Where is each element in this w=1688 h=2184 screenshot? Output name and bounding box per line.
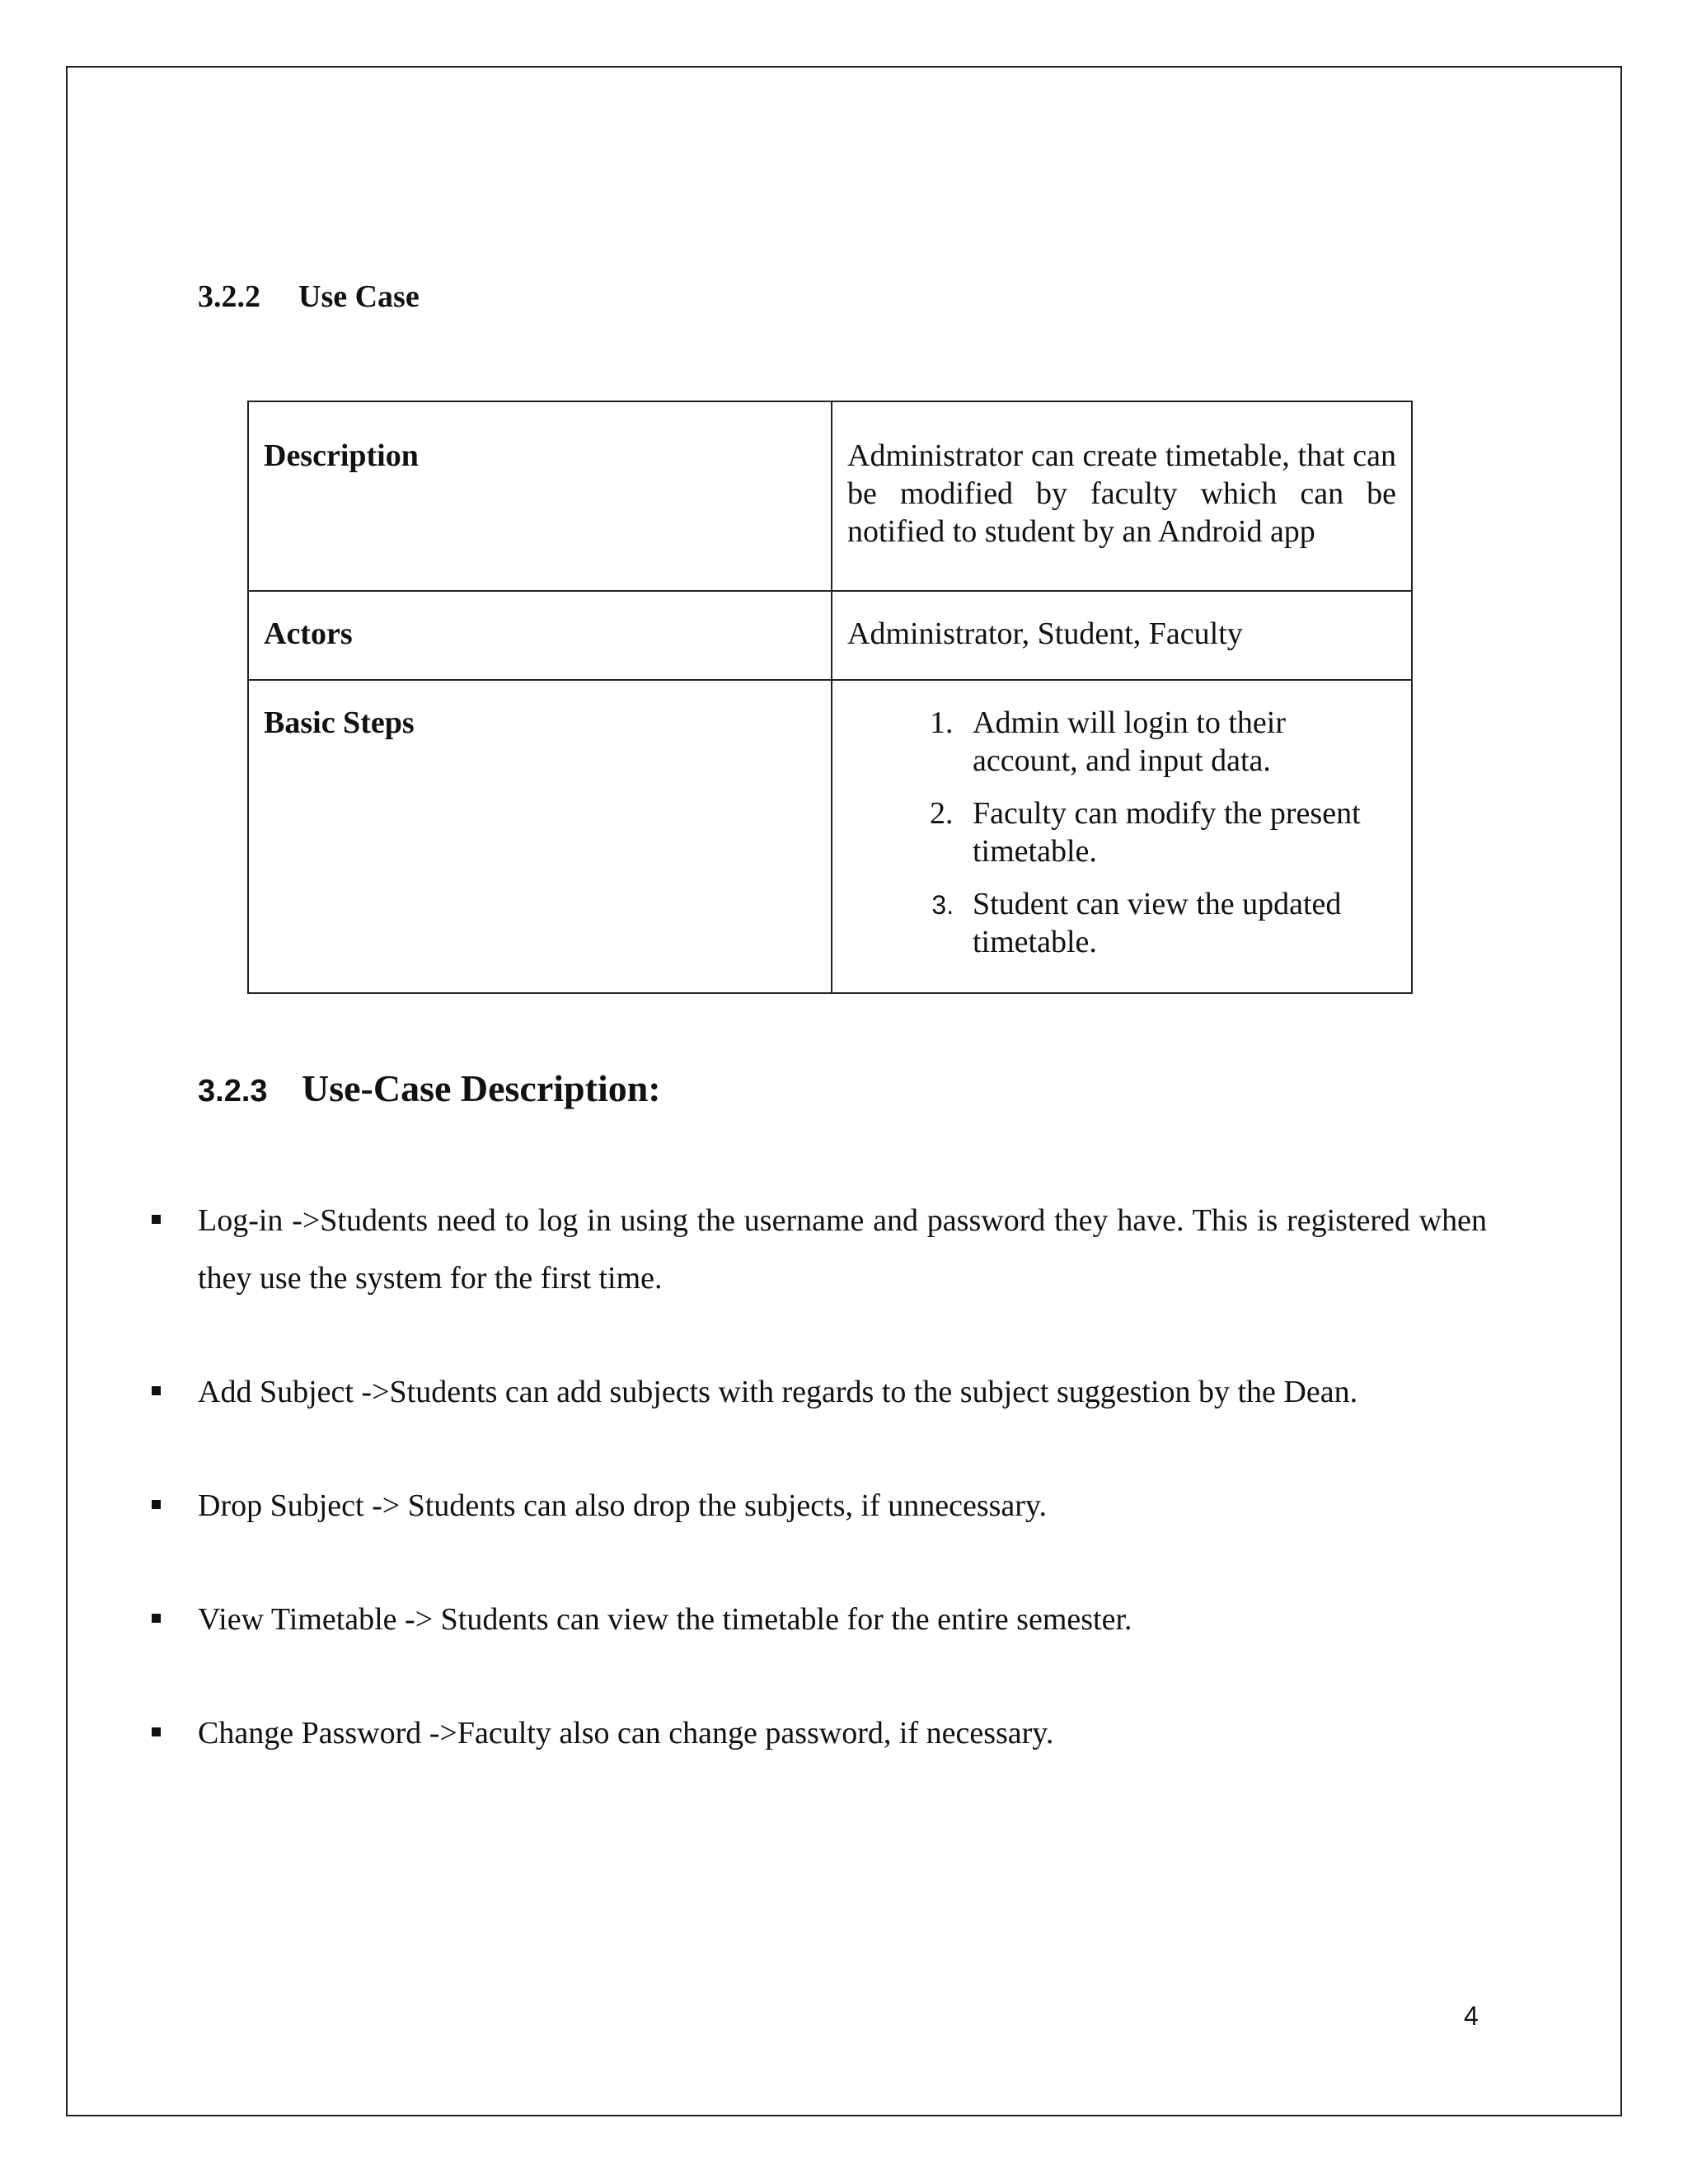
section-heading-3-2-3 bbox=[198, 1066, 661, 1110]
step-item: 1. Admin will login to their account, and input data. bbox=[961, 704, 1396, 780]
list-item bbox=[152, 1192, 1487, 1307]
row-label: Actors bbox=[248, 591, 832, 680]
list-item-text: Drop Subject -> Students can also drop the subjects, if unnecessary. bbox=[198, 1488, 1047, 1523]
section-heading-3-2-2 bbox=[198, 279, 420, 315]
use-case-description-list bbox=[152, 1192, 1487, 1762]
list-item-text: View Timetable -> Students can view the timetable for the entire semester. bbox=[198, 1602, 1132, 1637]
table-row-basic-steps bbox=[248, 680, 1412, 993]
section-number: 3.2.3 bbox=[198, 1074, 268, 1108]
list-item bbox=[152, 1363, 1487, 1421]
basic-steps-list bbox=[847, 704, 1396, 961]
use-case-table bbox=[247, 401, 1413, 994]
basic-steps-cell bbox=[832, 680, 1412, 993]
list-item-text: Add Subject ->Students can add subjects with regards to the subject suggestion by the Dean. bbox=[198, 1375, 1358, 1409]
page-number: 4 bbox=[1464, 2001, 1479, 2031]
section-number: 3.2.2 bbox=[198, 279, 260, 314]
section-title: Use Case bbox=[298, 279, 420, 314]
row-label: Description bbox=[248, 401, 832, 591]
row-label: Basic Steps bbox=[248, 680, 832, 993]
step-item: 2. Faculty can modify the present timetable. bbox=[961, 794, 1396, 870]
list-item bbox=[152, 1477, 1487, 1535]
table-row-description bbox=[248, 401, 1412, 591]
list-item bbox=[152, 1704, 1487, 1762]
square-bullet-icon bbox=[152, 1215, 161, 1224]
list-item bbox=[152, 1591, 1487, 1648]
step-item: 3. Student can view the updated timetable. bbox=[961, 885, 1396, 961]
section-title: Use-Case Description: bbox=[302, 1067, 661, 1109]
square-bullet-icon bbox=[152, 1386, 161, 1395]
square-bullet-icon bbox=[152, 1614, 161, 1623]
row-value: Administrator, Student, Faculty bbox=[832, 591, 1412, 680]
table-row-actors bbox=[248, 591, 1412, 680]
list-item-text: Log-in ->Students need to log in using the username and password they have. This is registered when they use the system for the first time. bbox=[198, 1203, 1487, 1296]
square-bullet-icon bbox=[152, 1727, 161, 1736]
list-item-text: Change Password ->Faculty also can change password, if necessary. bbox=[198, 1716, 1054, 1750]
row-value: Administrator can create timetable, that can be modified by faculty which can be notified to student by an Android app bbox=[832, 401, 1412, 591]
square-bullet-icon bbox=[152, 1500, 161, 1509]
